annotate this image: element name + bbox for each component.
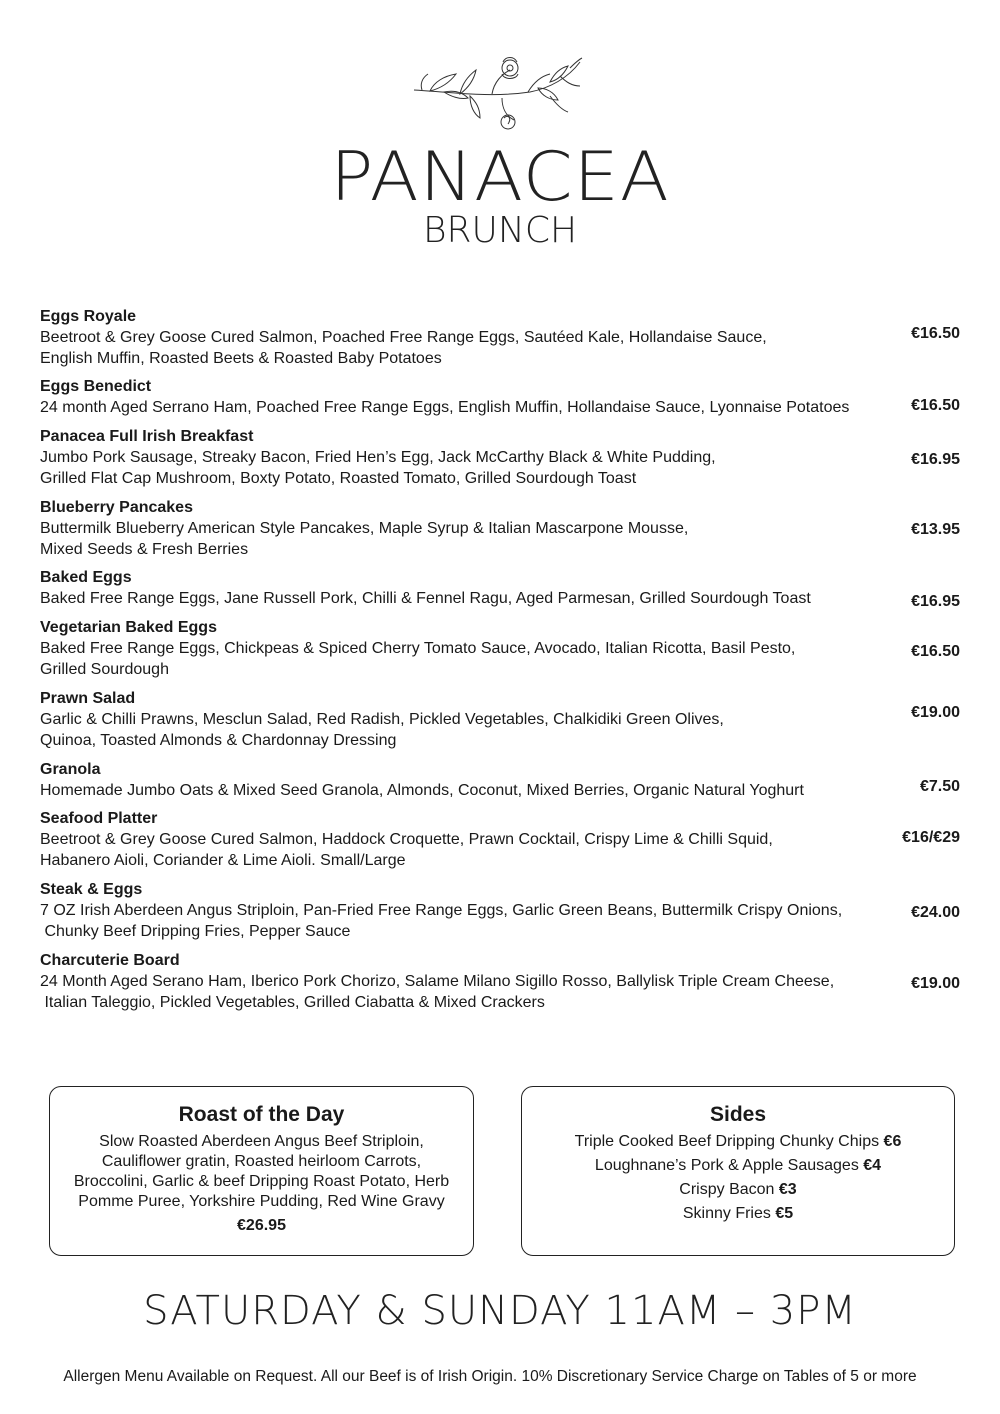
item-description: Buttermilk Blueberry American Style Pancakes, Maple Syrup & Italian Mascarpone Mousse, [40,520,689,537]
item-description: English Muffin, Roasted Beets & Roasted Baby Potatoes [40,350,442,367]
roast-line: Cauliflower gratin, Roasted heirloom Carrots, [101,1153,422,1170]
side-price: €4 [863,1157,882,1174]
menu-item-charcuterie-board [40,951,960,1013]
roast-line: Broccolini, Garlic & beef Dripping Roast Potato, Herb [73,1173,450,1190]
sides-box [521,1086,955,1256]
item-description: Habanero Aioli, Coriander & Lime Aioli. Small/Large [40,852,406,869]
menu-item-steak-and-eggs [40,880,960,942]
menu-item-blueberry-pancakes [40,498,960,560]
item-price: €16.95 [911,593,960,610]
menu-item-prawn-salad [40,689,960,751]
item-description: 24 Month Aged Serano Ham, Iberico Pork Chorizo, Salame Milano Sigillo Rosso, Ballylisk Triple Cream Cheese, [40,973,835,990]
item-description: Jumbo Pork Sausage, Streaky Bacon, Fried Hen’s Egg, Jack McCarthy Black & White Pudding, [40,449,716,466]
item-name: Eggs Royale [40,308,137,325]
item-description: Homemade Jumbo Oats & Mixed Seed Granola, Almonds, Coconut, Mixed Berries, Organic Natural Yoghurt [40,782,804,799]
side-name: Loughnane’s Pork & Apple Sausages [594,1157,859,1174]
item-description: Mixed Seeds & Fresh Berries [40,541,249,558]
roast-line: Slow Roasted Aberdeen Angus Beef Striploin, [99,1133,424,1150]
item-price: €16.50 [911,325,960,342]
item-name: Eggs Benedict [40,378,152,395]
side-item [522,1154,954,1178]
item-price: €19.00 [911,704,960,721]
item-price: €7.50 [919,778,960,795]
item-description: Grilled Flat Cap Mushroom, Boxty Potato, Roasted Tomato, Grilled Sourdough Toast [40,470,637,487]
roast-line: Pomme Puree, Yorkshire Pudding, Red Wine Gravy [78,1193,445,1210]
sides-title: Sides [709,1103,767,1126]
opening-hours: SATURDAY & SUNDAY 11AM – 3PM [143,1288,857,1334]
side-item [522,1178,954,1202]
item-description: Garlic & Chilli Prawns, Mesclun Salad, Red Radish, Pickled Vegetables, Chalkidiki Green Olives, [40,711,724,728]
item-description: 24 month Aged Serrano Ham, Poached Free Range Eggs, English Muffin, Hollandaise Sauce, Lyonnaise Potatoes [40,399,850,416]
item-price: €16/€29 [902,829,960,846]
sides-list [522,1130,954,1226]
item-price: €24.00 [911,904,960,921]
floral-branch-icon [410,52,590,134]
item-price: €13.95 [911,521,960,538]
side-item [522,1130,954,1154]
side-price: €5 [775,1205,794,1222]
footer-note: Allergen Menu Available on Request. All our Beef is of Irish Origin. 10% Discretionary Service Charge on Tables of 5 or more [63,1368,917,1385]
menu-item-granola [40,760,960,801]
roast-description [62,1132,461,1212]
item-description: 7 OZ Irish Aberdeen Angus Striploin, Pan-Fried Free Range Eggs, Garlic Green Beans, Buttermilk Crispy Onions, [40,902,843,919]
side-price: €3 [778,1181,797,1198]
roast-of-the-day-box [49,1086,474,1256]
menu-item-eggs-royale [40,307,960,369]
roast-title: Roast of the Day [178,1103,345,1126]
restaurant-name: PANACEA [330,138,670,217]
menu-item-seafood-platter [40,809,960,871]
menu-item-vegetarian-baked-eggs [40,618,960,680]
item-price: €19.00 [911,975,960,992]
item-price: €16.50 [911,397,960,414]
menu-item-baked-eggs [40,568,960,609]
item-description: Beetroot & Grey Goose Cured Salmon, Poached Free Range Eggs, Sautéed Kale, Hollandaise Sauce, [40,329,767,346]
item-name: Vegetarian Baked Eggs [40,619,217,636]
item-description: Chunky Beef Dripping Fries, Pepper Sauce [40,923,351,940]
side-name: Skinny Fries [682,1205,771,1222]
side-name: Crispy Bacon [679,1181,775,1198]
item-description: Grilled Sourdough [40,661,169,678]
item-name: Steak & Eggs [40,881,143,898]
item-description: Baked Free Range Eggs, Jane Russell Pork, Chilli & Fennel Ragu, Aged Parmesan, Grilled Sourdough Toast [40,590,811,607]
side-price: €6 [883,1133,902,1150]
menu-subtitle: BRUNCH [422,210,578,251]
item-name: Baked Eggs [40,569,132,586]
item-name: Blueberry Pancakes [40,499,193,516]
side-item [522,1202,954,1226]
item-name: Seafood Platter [40,810,158,827]
menu-item-full-irish-breakfast [40,427,960,489]
item-price: €16.50 [911,643,960,660]
item-price: €16.95 [911,451,960,468]
item-description: Baked Free Range Eggs, Chickpeas & Spiced Cherry Tomato Sauce, Avocado, Italian Ricotta, Basil Pesto, [40,640,796,657]
item-description: Italian Taleggio, Pickled Vegetables, Grilled Ciabatta & Mixed Crackers [40,994,545,1011]
item-description: Beetroot & Grey Goose Cured Salmon, Haddock Croquette, Prawn Cocktail, Crispy Lime & Chilli Squid, [40,831,773,848]
item-name: Granola [40,761,101,778]
roast-price: €26.95 [237,1217,286,1234]
item-name: Panacea Full Irish Breakfast [40,428,254,445]
side-name: Triple Cooked Beef Dripping Chunky Chips [574,1133,880,1150]
item-description: Quinoa, Toasted Almonds & Chardonnay Dressing [40,732,397,749]
menu-item-eggs-benedict [40,377,960,418]
item-name: Prawn Salad [40,690,136,707]
item-name: Charcuterie Board [40,952,180,969]
